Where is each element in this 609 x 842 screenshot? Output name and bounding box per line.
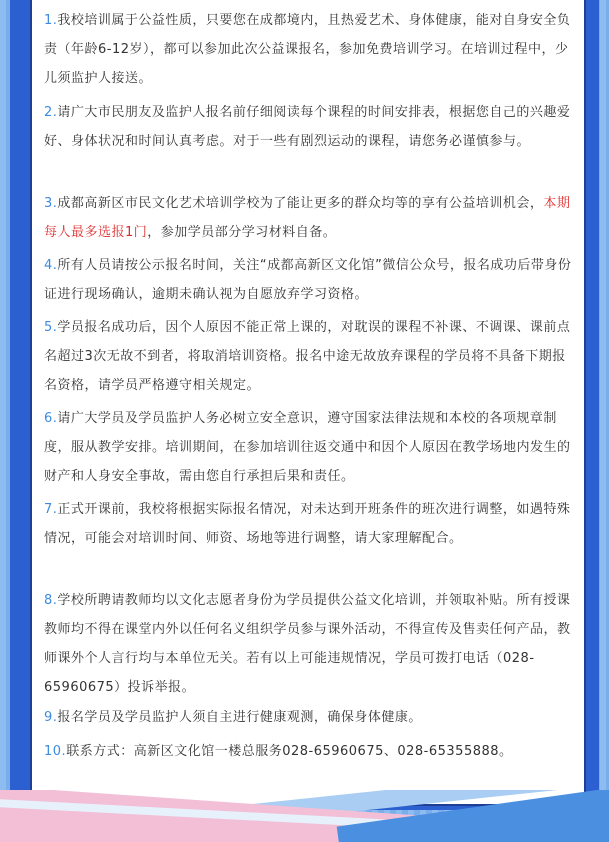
rule-number: 2. — [44, 105, 58, 120]
rule-3 — [44, 189, 576, 247]
rule-number: 7. — [44, 502, 58, 517]
rule-text: 学员报名成功后，因个人原因不能正常上课的，对耽误的课程不补课、不调课、课前点名超过3次无故不到者，将取消培训资格。报名中途无故放弃课程的学员将不具备下期报名资格，请学员严格遵守相关规定。 — [44, 320, 571, 393]
rule-5 — [44, 313, 576, 400]
rule-text: 我校培训属于公益性质，只要您在成都境内，且热爱艺术、身体健康，能对自身安全负责（年龄6-12岁），都可以参加此次公益课报名，参加免费培训学习。在培训过程中，少儿须监护人接送。 — [44, 13, 571, 86]
rule-text: ，参加学员部分学习材料自备。 — [147, 225, 337, 240]
rule-number: 3. — [44, 196, 58, 211]
rule-8 — [44, 586, 576, 702]
rule-text: 所有人员请按公示报名时间，关注“成都高新区文化馆”微信公众号，报名成功后带身份证进行现场确认，逾期未确认视为自愿放弃学习资格。 — [44, 258, 572, 302]
rule-9 — [44, 703, 576, 732]
rule-number: 6. — [44, 411, 58, 426]
rule-text: 请广大市民朋友及监护人报名前仔细阅读每个课程的时间安排表，根据您自己的兴趣爱好、身体状况和时间认真考虑。对于一些有剧烈运动的课程，请您务必谨慎参与。 — [44, 105, 571, 149]
rule-number: 10. — [44, 744, 67, 759]
rule-text: 成都高新区市民文化艺术培训学校为了能让更多的群众均等的享有公益培训机会， — [57, 196, 544, 211]
rule-number: 9. — [44, 710, 58, 725]
rule-2 — [44, 98, 576, 156]
rule-4 — [44, 251, 576, 309]
card-corner — [72, 0, 90, 4]
rule-text: 联系方式：高新区文化馆一楼总服务028-65960675、028-65355888。 — [66, 744, 513, 759]
rule-text: 请广大学员及学员监护人务必树立安全意识，遵守国家法律法规和本校的各项规章制度，服从教学安排。培训期间，在参加培训往返交通中和因个人原因在教学场地内发生的财产和人身安全事故，需由您自行承担后果和责任。 — [44, 411, 571, 484]
rule-10 — [44, 737, 576, 766]
rule-6 — [44, 404, 576, 491]
decorative-bottom-band — [0, 790, 609, 842]
rule-text: 学校所聘请教师均以文化志愿者身份为学员提供公益文化培训，并领取补贴。所有授课教师均不得在课堂内外以任何名义组织学员参与课外活动，不得宣传及售卖任何产品，教师课外个人言行均与本单位无关。若有以上可能违规情况，学员可拨打电话（028-65960675）投诉举报。 — [44, 593, 571, 695]
rule-number: 4. — [44, 258, 58, 273]
rule-highlight: 本期每人最多选报1门 — [44, 196, 571, 240]
rule-number: 5. — [44, 320, 58, 335]
rule-text: 正式开课前，我校将根据实际报名情况，对未达到开班条件的班次进行调整，如遇特殊情况，可能会对培训时间、师资、场地等进行调整，请大家理解配合。 — [44, 502, 571, 546]
rule-1 — [44, 6, 576, 93]
rule-text: 报名学员及学员监护人须自主进行健康观测，确保身体健康。 — [57, 710, 422, 725]
rule-number: 8. — [44, 593, 58, 608]
rule-number: 1. — [44, 13, 58, 28]
rule-7 — [44, 495, 576, 553]
